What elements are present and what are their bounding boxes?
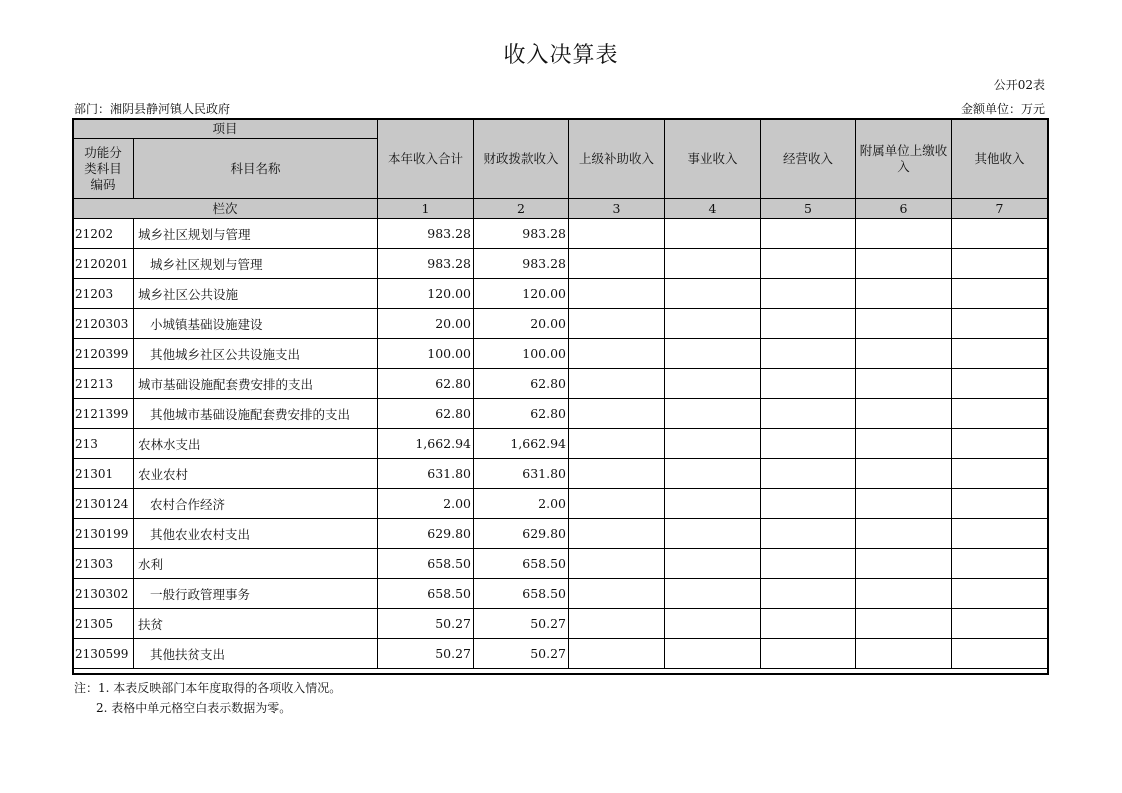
subject-name-cell: 小城镇基础设施建设	[134, 309, 378, 339]
form-number: 公开02表	[993, 78, 1045, 92]
table-row	[73, 429, 1048, 459]
operating-income-cell	[761, 549, 856, 579]
subject-code-cell: 2130124	[73, 489, 134, 519]
fiscal-allocation-cell: 20.00	[474, 309, 569, 339]
subject-code-cell: 2130599	[73, 639, 134, 669]
superior-subsidy-cell	[569, 489, 665, 519]
table-body	[73, 219, 1048, 669]
subject-name-cell: 城乡社区规划与管理	[134, 219, 378, 249]
amount-unit-label: 金额单位：万元	[960, 102, 1045, 116]
other-income-cell	[952, 249, 1048, 279]
fiscal-allocation-cell: 100.00	[474, 339, 569, 369]
other-income-cell	[952, 549, 1048, 579]
business-income-cell	[665, 249, 761, 279]
subject-code-cell: 21301	[73, 459, 134, 489]
department-label: 部门：湘阴县静河镇人民政府	[74, 102, 231, 116]
affiliated-unit-income-cell	[856, 459, 952, 489]
subject-name-cell: 水利	[134, 549, 378, 579]
func-code-header: 功能分类科目编码	[73, 139, 134, 199]
col-header-1: 本年收入合计	[378, 119, 474, 199]
table-row	[73, 549, 1048, 579]
total-income-cell: 100.00	[378, 339, 474, 369]
fiscal-allocation-cell: 50.27	[474, 609, 569, 639]
col-index-6: 6	[856, 199, 952, 219]
total-income-cell: 50.27	[378, 609, 474, 639]
superior-subsidy-cell	[569, 279, 665, 309]
table-row	[73, 219, 1048, 249]
table-row	[73, 639, 1048, 669]
operating-income-cell	[761, 339, 856, 369]
total-income-cell: 2.00	[378, 489, 474, 519]
notes	[74, 678, 341, 718]
other-income-cell	[952, 579, 1048, 609]
subject-code-cell: 21305	[73, 609, 134, 639]
col-index-3: 3	[569, 199, 665, 219]
subject-name-cell: 其他城乡社区公共设施支出	[134, 339, 378, 369]
subject-code-cell: 21303	[73, 549, 134, 579]
total-income-cell: 658.50	[378, 549, 474, 579]
affiliated-unit-income-cell	[856, 219, 952, 249]
superior-subsidy-cell	[569, 549, 665, 579]
affiliated-unit-income-cell	[856, 639, 952, 669]
business-income-cell	[665, 519, 761, 549]
fiscal-allocation-cell: 62.80	[474, 399, 569, 429]
affiliated-unit-income-cell	[856, 249, 952, 279]
business-income-cell	[665, 429, 761, 459]
subject-name-cell: 其他扶贫支出	[134, 639, 378, 669]
total-income-cell: 658.50	[378, 579, 474, 609]
subject-name-cell: 城乡社区规划与管理	[134, 249, 378, 279]
page-title: 收入决算表	[503, 43, 619, 68]
operating-income-cell	[761, 609, 856, 639]
operating-income-cell	[761, 249, 856, 279]
other-income-cell	[952, 369, 1048, 399]
total-income-cell: 62.80	[378, 369, 474, 399]
superior-subsidy-cell	[569, 339, 665, 369]
affiliated-unit-income-cell	[856, 579, 952, 609]
subject-code-cell: 2121399	[73, 399, 134, 429]
other-income-cell	[952, 609, 1048, 639]
other-income-cell	[952, 489, 1048, 519]
subject-name-cell: 扶贫	[134, 609, 378, 639]
business-income-cell	[665, 549, 761, 579]
affiliated-unit-income-cell	[856, 519, 952, 549]
subject-name-cell: 农村合作经济	[134, 489, 378, 519]
col-header-6: 附属单位上缴收入	[856, 119, 952, 199]
other-income-cell	[952, 219, 1048, 249]
subject-name-cell: 城市基础设施配套费安排的支出	[134, 369, 378, 399]
affiliated-unit-income-cell	[856, 399, 952, 429]
total-income-cell: 983.28	[378, 249, 474, 279]
fiscal-allocation-cell: 983.28	[474, 219, 569, 249]
business-income-cell	[665, 279, 761, 309]
affiliated-unit-income-cell	[856, 549, 952, 579]
operating-income-cell	[761, 219, 856, 249]
col-index-7: 7	[952, 199, 1048, 219]
col-header-2: 财政拨款收入	[474, 119, 569, 199]
table-row	[73, 339, 1048, 369]
col-index-1: 1	[378, 199, 474, 219]
fiscal-allocation-cell: 1,662.94	[474, 429, 569, 459]
note-1: 注：1. 本表反映部门本年度取得的各项收入情况。	[74, 681, 342, 695]
table-row	[73, 579, 1048, 609]
total-income-cell: 629.80	[378, 519, 474, 549]
fiscal-allocation-cell: 631.80	[474, 459, 569, 489]
col-header-5: 经营收入	[761, 119, 856, 199]
subject-code-cell: 2130302	[73, 579, 134, 609]
fiscal-allocation-cell: 2.00	[474, 489, 569, 519]
superior-subsidy-cell	[569, 579, 665, 609]
note-2: 2. 表格中单元格空白表示数据为零。	[96, 701, 292, 715]
superior-subsidy-cell	[569, 249, 665, 279]
other-income-cell	[952, 279, 1048, 309]
total-income-cell: 50.27	[378, 639, 474, 669]
operating-income-cell	[761, 399, 856, 429]
subject-code-cell: 21203	[73, 279, 134, 309]
other-income-cell	[952, 399, 1048, 429]
superior-subsidy-cell	[569, 519, 665, 549]
other-income-cell	[952, 429, 1048, 459]
total-income-cell: 62.80	[378, 399, 474, 429]
operating-income-cell	[761, 579, 856, 609]
operating-income-cell	[761, 519, 856, 549]
affiliated-unit-income-cell	[856, 339, 952, 369]
business-income-cell	[665, 219, 761, 249]
income-table	[72, 118, 1048, 669]
business-income-cell	[665, 579, 761, 609]
table-row	[73, 459, 1048, 489]
other-income-cell	[952, 339, 1048, 369]
superior-subsidy-cell	[569, 309, 665, 339]
fiscal-allocation-cell: 629.80	[474, 519, 569, 549]
subject-code-cell: 2120303	[73, 309, 134, 339]
superior-subsidy-cell	[569, 369, 665, 399]
fiscal-allocation-cell: 50.27	[474, 639, 569, 669]
business-income-cell	[665, 399, 761, 429]
fiscal-allocation-cell: 62.80	[474, 369, 569, 399]
table-row	[73, 399, 1048, 429]
row-label-header: 栏次	[73, 199, 378, 219]
other-income-cell	[952, 519, 1048, 549]
col-index-4: 4	[665, 199, 761, 219]
operating-income-cell	[761, 639, 856, 669]
subject-code-cell: 21202	[73, 219, 134, 249]
subject-code-cell: 2120201	[73, 249, 134, 279]
operating-income-cell	[761, 279, 856, 309]
operating-income-cell	[761, 369, 856, 399]
superior-subsidy-cell	[569, 399, 665, 429]
business-income-cell	[665, 639, 761, 669]
table-row	[73, 609, 1048, 639]
business-income-cell	[665, 609, 761, 639]
table-row	[73, 369, 1048, 399]
total-income-cell: 631.80	[378, 459, 474, 489]
col-index-5: 5	[761, 199, 856, 219]
business-income-cell	[665, 459, 761, 489]
superior-subsidy-cell	[569, 459, 665, 489]
fiscal-allocation-cell: 120.00	[474, 279, 569, 309]
col-header-7: 其他收入	[952, 119, 1048, 199]
affiliated-unit-income-cell	[856, 309, 952, 339]
subject-name-cell: 农林水支出	[134, 429, 378, 459]
other-income-cell	[952, 639, 1048, 669]
business-income-cell	[665, 369, 761, 399]
superior-subsidy-cell	[569, 639, 665, 669]
col-header-4: 事业收入	[665, 119, 761, 199]
fiscal-allocation-cell: 983.28	[474, 249, 569, 279]
fiscal-allocation-cell: 658.50	[474, 579, 569, 609]
superior-subsidy-cell	[569, 429, 665, 459]
table-row	[73, 279, 1048, 309]
subject-code-cell: 213	[73, 429, 134, 459]
affiliated-unit-income-cell	[856, 429, 952, 459]
affiliated-unit-income-cell	[856, 369, 952, 399]
operating-income-cell	[761, 309, 856, 339]
subject-name-header: 科目名称	[134, 139, 378, 199]
total-income-cell: 1,662.94	[378, 429, 474, 459]
total-income-cell: 120.00	[378, 279, 474, 309]
item-header: 项目	[73, 119, 378, 139]
business-income-cell	[665, 339, 761, 369]
subject-name-cell: 其他农业农村支出	[134, 519, 378, 549]
other-income-cell	[952, 309, 1048, 339]
total-income-cell: 20.00	[378, 309, 474, 339]
operating-income-cell	[761, 459, 856, 489]
table-row	[73, 249, 1048, 279]
affiliated-unit-income-cell	[856, 609, 952, 639]
subject-code-cell: 2130199	[73, 519, 134, 549]
fiscal-allocation-cell: 658.50	[474, 549, 569, 579]
affiliated-unit-income-cell	[856, 489, 952, 519]
subject-code-cell: 2120399	[73, 339, 134, 369]
operating-income-cell	[761, 489, 856, 519]
operating-income-cell	[761, 429, 856, 459]
affiliated-unit-income-cell	[856, 279, 952, 309]
subject-name-cell: 其他城市基础设施配套费安排的支出	[134, 399, 378, 429]
table-row	[73, 309, 1048, 339]
subject-code-cell: 21213	[73, 369, 134, 399]
subject-name-cell: 一般行政管理事务	[134, 579, 378, 609]
business-income-cell	[665, 309, 761, 339]
table-row	[73, 519, 1048, 549]
table-row	[73, 489, 1048, 519]
superior-subsidy-cell	[569, 609, 665, 639]
total-income-cell: 983.28	[378, 219, 474, 249]
other-income-cell	[952, 459, 1048, 489]
superior-subsidy-cell	[569, 219, 665, 249]
subject-name-cell: 城乡社区公共设施	[134, 279, 378, 309]
col-index-2: 2	[474, 199, 569, 219]
col-header-3: 上级补助收入	[569, 119, 665, 199]
subject-name-cell: 农业农村	[134, 459, 378, 489]
business-income-cell	[665, 489, 761, 519]
